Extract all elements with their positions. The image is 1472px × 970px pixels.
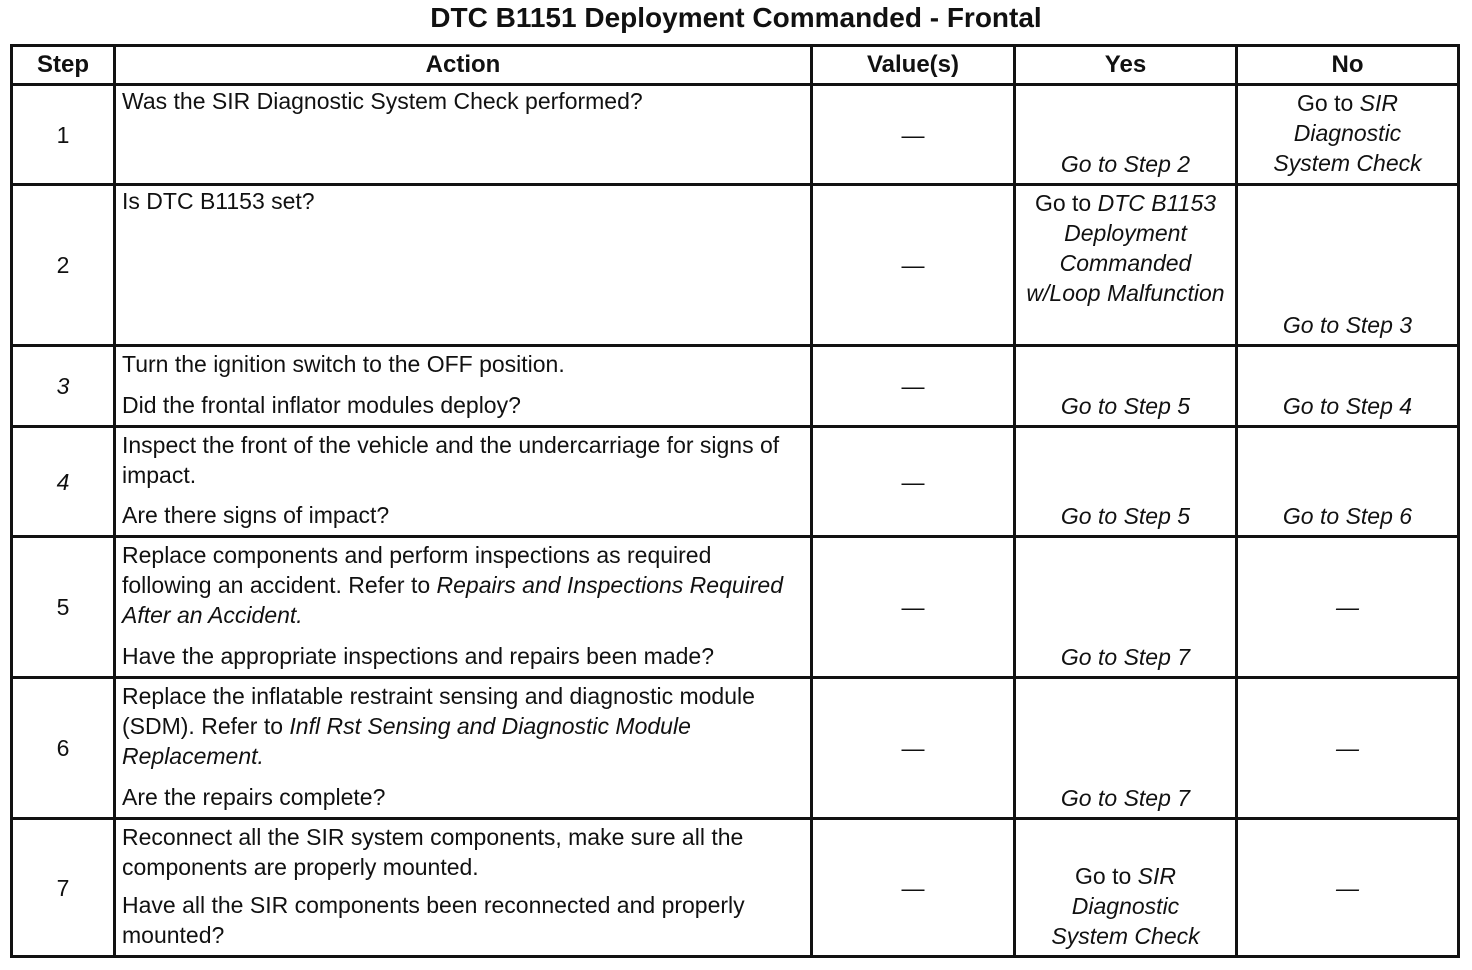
page-title: DTC B1151 Deployment Commanded - Frontal [430, 2, 1042, 33]
table-row [12, 427, 1459, 537]
step-number: 4 [12, 427, 115, 537]
no-reference: SIR Diagnostic System Check [1273, 90, 1422, 176]
action-cell [115, 427, 812, 537]
header-no: No [1237, 46, 1459, 85]
action-cell [115, 537, 812, 678]
yes-reference: DTC B1153 Deployment Commanded w/Loop Malfunction [1026, 190, 1225, 306]
table-row [12, 678, 1459, 819]
action-question: Did the frontal inflator modules deploy? [122, 392, 521, 418]
no-cell: Go to Step 6 [1237, 427, 1459, 537]
header-step: Step [12, 46, 115, 85]
no-cell: — [1237, 678, 1459, 819]
no-cell: Go to Step 3 [1237, 185, 1459, 346]
table-header-row [12, 46, 1459, 85]
instruction-reference: Repairs and Inspections Required After an Accident. [122, 572, 783, 628]
action-instruction [122, 538, 804, 630]
step-number: 7 [12, 819, 115, 957]
action-cell [115, 185, 812, 346]
action-cell [115, 85, 812, 185]
action-instruction: Turn the ignition switch to the OFF position. [122, 351, 565, 377]
action-instruction [122, 679, 804, 771]
diagnostic-table [10, 44, 1460, 958]
table-row [12, 85, 1459, 185]
step-number: 1 [12, 85, 115, 185]
no-cell: Go to Step 4 [1237, 346, 1459, 427]
value-cell: — [812, 346, 1015, 427]
value-cell: — [812, 819, 1015, 957]
value-cell: — [812, 678, 1015, 819]
action-question: Have all the SIR components been reconnected and properly mounted? [122, 892, 745, 948]
value-cell: — [812, 85, 1015, 185]
no-prefix: Go to [1297, 90, 1360, 116]
step-number: 2 [12, 185, 115, 346]
yes-cell: Go to Step 5 [1015, 427, 1237, 537]
value-cell: — [812, 427, 1015, 537]
yes-cell [1015, 185, 1237, 346]
yes-prefix: Go to [1075, 863, 1138, 889]
yes-cell [1015, 819, 1237, 957]
action-question: Are there signs of impact? [122, 502, 390, 528]
table-row [12, 537, 1459, 678]
no-cell: — [1237, 819, 1459, 957]
table-row [12, 346, 1459, 427]
action-question: Is DTC B1153 set? [122, 188, 315, 214]
yes-cell: Go to Step 7 [1015, 537, 1237, 678]
no-cell [1237, 85, 1459, 185]
step-number: 3 [12, 346, 115, 427]
action-question: Have the appropriate inspections and repairs been made? [122, 643, 714, 669]
action-question: Are the repairs complete? [122, 784, 386, 810]
action-cell [115, 678, 812, 819]
table-row [12, 819, 1459, 957]
action-instruction: Inspect the front of the vehicle and the undercarriage for signs of impact. [122, 432, 780, 488]
instruction-text: Replace components and perform inspections as required following an accident. Refer to [122, 542, 712, 598]
table-row [12, 185, 1459, 346]
yes-cell: Go to Step 7 [1015, 678, 1237, 819]
yes-cell: Go to Step 2 [1015, 85, 1237, 185]
yes-cell: Go to Step 5 [1015, 346, 1237, 427]
action-question: Was the SIR Diagnostic System Check performed? [122, 88, 643, 114]
instruction-reference: Infl Rst Sensing and Diagnostic Module Replacement. [122, 713, 691, 769]
instruction-text: Replace the inflatable restraint sensing and diagnostic module (SDM). Refer to [122, 683, 755, 739]
action-cell [115, 346, 812, 427]
yes-reference: SIR Diagnostic System Check [1051, 863, 1200, 949]
step-number: 6 [12, 678, 115, 819]
header-yes: Yes [1015, 46, 1237, 85]
header-action: Action [115, 46, 812, 85]
value-cell: — [812, 185, 1015, 346]
action-cell [115, 819, 812, 957]
no-cell: — [1237, 537, 1459, 678]
step-number: 5 [12, 537, 115, 678]
action-instruction: Reconnect all the SIR system components, make sure all the components are properly mounted. [122, 824, 744, 880]
yes-prefix: Go to [1034, 190, 1098, 216]
header-values: Value(s) [812, 46, 1015, 85]
value-cell: — [812, 537, 1015, 678]
